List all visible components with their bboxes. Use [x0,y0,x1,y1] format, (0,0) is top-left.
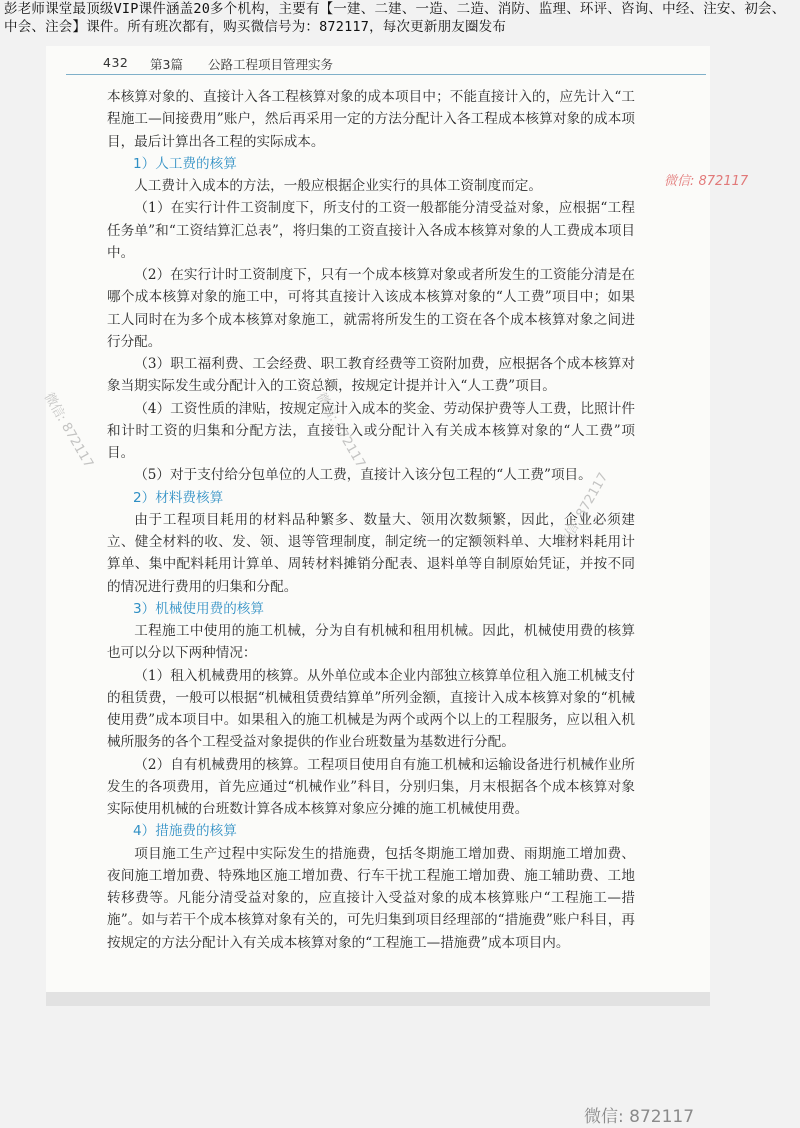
watermark: 微信: 872117 [312,390,368,471]
paragraph: （2）自有机械费用的核算。工程项目使用自有施工机械和运输设备进行机械作业所发生的各项费用，首先应通过“机械作业”科目，分别归集，月末根据各个成本核算对象实际使用机械的台班数计算各成本核算对象应分摊的施工机械使用费。 [107,756,635,817]
page-number: 432 [103,55,129,70]
subheading-measures-cost: 4）措施费的核算 [133,823,237,840]
watermark-red: 微信: 872117 [664,174,749,189]
paragraph: 项目施工生产过程中实际发生的措施费，包括冬期施工增加费、雨期施工增加费、夜间施工增加费、特殊地区施工增加费、行车干扰工程施工增加费、施工辅助费、工地转移费等。凡能分清受益对象的，应直接计入受益对象的成本核算账户“工程施工—措施”。如与若干个成本核算对象有关的，可先归集到项目经理部的“措施费”账户科目，再按规定的方法分配计入有关成本核算对象的“工程施工—措施费”成本项目内。 [107,845,635,951]
paragraph: 工程施工中使用的施工机械，分为自有机械和租用机械。因此，机械使用费的核算也可以分以下两种情况： [107,623,635,662]
paragraph: （1）在实行计件工资制度下，所支付的工资一般都能分清受益对象，应根据“工程任务单”和“工资结算汇总表”，将归集的工资直接计入各成本核算对象的人工费成本项目中。 [107,200,635,261]
watermark: 微信: 872117 [556,470,612,551]
running-title: 公路工程项目管理实务 [208,57,334,72]
promo-banner: 彭老师课堂最顶级VIP课件涵盖20多个机构，主要有【一建、二建、一造、二造、消防、监理、环评、咨询、中经、注安、初会、中会、注会】课件。所有班次都有，购买微信号为：872117，每次更新朋友圈发布 [4,1,786,35]
paragraph: （1）租入机械费用的核算。从外单位或本企业内部独立核算单位租入施工机械支付的租赁费，一般可以根据“机械租赁费结算单”所列金额，直接计入成本核算对象的“机械使用费”成本项目中。如果租入的施工机械是为两个或两个以上的工程服务，应以租入机械所服务的各个工程受益对象提供的作业台班数量为基数进行分配。 [107,667,635,751]
page-bottom-shadow [46,992,710,1006]
subheading-material-cost: 2）材料费核算 [133,489,224,506]
subheading-machinery-cost: 3）机械使用费的核算 [133,600,264,617]
paragraph: （3）职工福利费、工会经费、职工教育经费等工资附加费，应根据各个成本核算对象当期实际发生或分配计入的工资总额，按规定计提并计入“人工费”项目。 [107,356,635,395]
subheading-labor-cost: 1）人工费的核算 [133,155,237,172]
running-header [66,52,706,75]
watermark: 微信: 872117 [40,390,96,471]
paragraph: （4）工资性质的津贴，按规定应计入成本的奖金、劳动保护费等人工费，比照计件和计时工资的归集和分配方法，直接计入或分配计入有关成本核算对象的“人工费”项目。 [107,400,635,461]
part-label: 第3篇 [150,57,183,72]
paragraph: 人工费计入成本的方法，一般应根据企业实行的具体工资制度而定。 [134,178,542,194]
paragraph: （5）对于支付给分包单位的人工费，直接计入该分包工程的“人工费”项目。 [134,467,592,484]
paragraph: 本核算对象的、直接计入各工程核算对象的成本项目中；不能直接计入的，应先计入“工程施工—间接费用”账户，然后再采用一定的方法分配计入各工程成本核算对象的成本项目，最后计算出各工程的实际成本。 [107,89,635,150]
paragraph: 由于工程项目耗用的材料品种繁多、数量大、领用次数频繁，因此，企业必须建立、健全材料的收、发、领、退等管理制度，制定统一的定额领料单、大堆材料耗用计算单、集中配料耗用计算单、周转材料摊销分配表、退料单等自制原始凭证，并按不同的情况进行费用的归集和分配。 [107,511,635,595]
paragraph: （2）在实行计时工资制度下，只有一个成本核算对象或者所发生的工资能分清是在哪个成本核算对象的施工中，可将其直接计入该成本核算对象的“人工费”项目中；如果工人同时在为多个成本核算对象施工，就需将所发生的工资在各个成本核算对象之间进行分配。 [107,267,635,350]
page-body [107,86,635,954]
watermark-footer: 微信: 872117 [584,1107,695,1127]
